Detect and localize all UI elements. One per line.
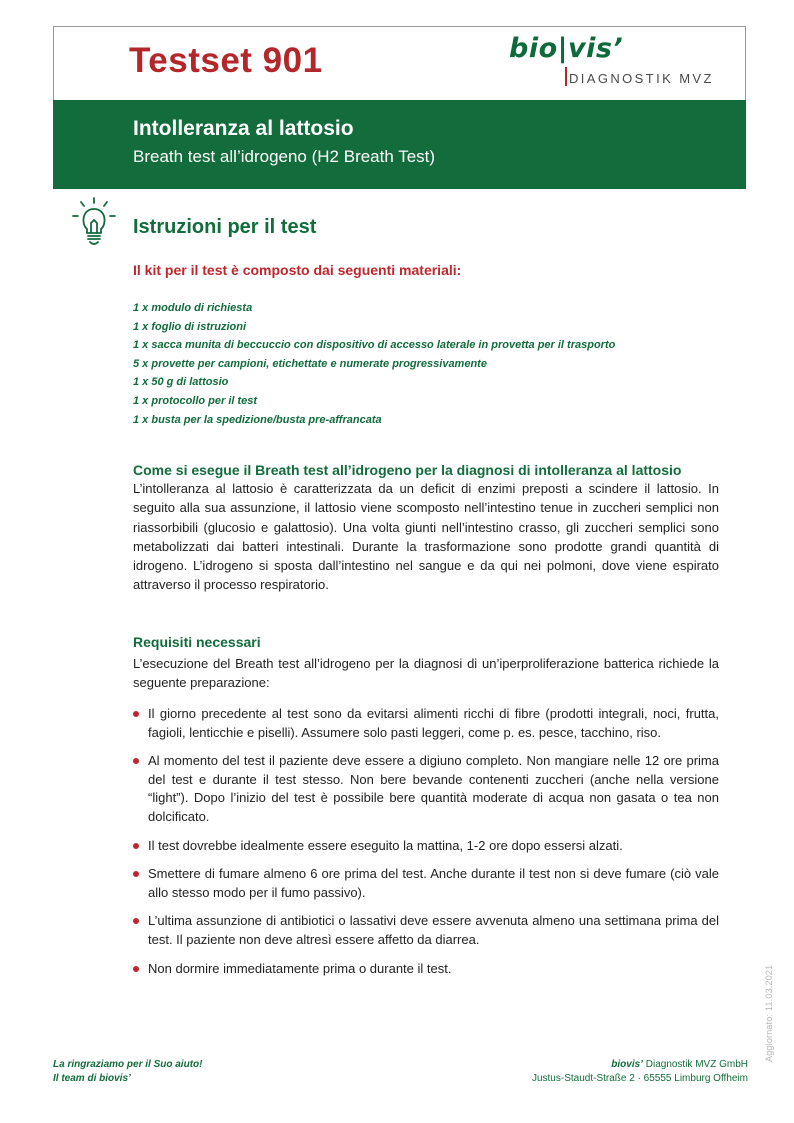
footer-address [532,1058,748,1086]
kit-item: 1 x sacca munita di beccuccio con dispositivo di accesso laterale in provetta per il trasporto [133,339,616,352]
requirement-text: Smettere di fumare almeno 6 ore prima del test. Anche durante il test non si deve fumare (ciò vale allo stesso modo per il fumo passivo). [148,866,719,900]
requirements-heading: Requisiti necessari [133,634,261,650]
kit-heading: Il kit per il test è composto dai seguenti materiali: [133,262,462,278]
bullet-dot [133,966,139,972]
requirement-item [133,752,719,826]
requirement-item [133,912,719,949]
section-heading: Istruzioni per il test [133,216,317,238]
logo-divider [565,67,567,86]
banner-title: Intolleranza al lattosio [133,117,354,140]
thanks-line: La ringraziamo per il Suo aiuto! [53,1059,203,1070]
kit-item: 5 x provette per campioni, etichettate e numerate progressivamente [133,357,487,370]
logo-wordmark: bio|vis’ [509,33,624,64]
logo-subtitle: DIAGNOSTIK MVZ [569,71,714,86]
requirement-text: Non dormire immediatamente prima o durante il test. [148,960,452,976]
bullet-dot [133,918,139,924]
header [53,26,746,100]
bullet-dot [133,843,139,849]
bullet-dot [133,871,139,877]
testset-title: Testset 901 [129,41,323,80]
bullet-dot [133,758,139,764]
kit-item: 1 x busta per la spedizione/busta pre-affrancata [133,413,382,426]
team-line: Il team di biovis’ [53,1073,131,1084]
requirement-text: Il giorno precedente al test sono da evitarsi alimenti ricchi di fibre (prodotti integrali, noci, frutta, fagioli, lenticchie e piselli). Assumere solo pasti leggeri, come p. es. pesce, tacchino, riso. [148,706,719,740]
how-heading: Come si esegue il Breath test all’idrogeno per la diagnosi di intolleranza al lattosio [133,462,682,478]
requirement-item [133,865,719,902]
banner-subtitle: Breath test all’idrogeno (H2 Breath Test) [133,147,436,166]
kit-item: 1 x protocollo per il test [133,394,258,407]
requirements-intro: L’esecuzione del Breath test all’idrogeno per la diagnosi di un’iperproliferazione batterica richiede la seguente preparazione: [133,656,719,691]
kit-item: 1 x foglio di istruzioni [133,320,247,333]
address-line: Justus-Staudt-Straße 2 · 65555 Limburg Offheim [531,1073,748,1084]
requirement-text: L’ultima assunzione di antibiotici o lassativi deve essere avvenuta almeno una settimana prima del test. Il paziente non deve altresì essere affetto da diarrea. [148,913,719,947]
how-paragraph: L’intolleranza al lattosio è caratterizzata da un deficit di enzimi preposti a scindere il lattosio. In seguito alla sua assunzione, il lattosio viene scomposto nell’intestino tenue in zuccheri semplici non riassorbibili (glucosio e galattosio). Una volta giunti nell’intestino crasso, gli zuccheri semplici sono metabolizzati dai batteri intestinali. Durante la trasformazione sono prodotte grandi quantità di idrogeno. L’idrogeno si sposta dall’intestino nel sangue e da qui nei polmoni, dove viene espirato attraverso il processo respiratorio. [133,481,719,593]
company-name: Diagnostik MVZ GmbH [642,1059,748,1070]
kit-list [133,299,615,429]
requirement-item [133,960,719,979]
requirement-item [133,837,719,856]
biovis-logo [509,33,721,93]
requirements-section [133,634,719,693]
requirement-text: Al momento del test il paziente deve essere a digiuno completo. Non mangiare nelle 12 ore prima del test e durante il test stesso. Non bere bevande contenenti zuccheri (anche nella versione “light”). Dopo l’inizio del test è possibile bere quantità moderate di acqua non gasata o tea non dolcificato. [148,753,719,824]
company-line [532,1058,748,1072]
company-brand: biovis’ [611,1059,643,1070]
kit-item: 1 x modulo di richiesta [133,302,253,314]
footer-thanks [53,1058,202,1086]
lightbulb-icon [68,196,120,248]
requirements-list [133,705,719,988]
bullet-dot [133,711,139,717]
title-banner [53,100,746,189]
requirement-item [133,705,719,742]
kit-item: 1 x 50 g di lattosio [133,376,229,389]
requirement-text: Il test dovrebbe idealmente essere eseguito la mattina, 1-2 ore dopo essersi alzati. [148,837,623,853]
update-date: Aggiornato: 11.03.2021 [764,964,774,1062]
how-section [133,462,719,595]
